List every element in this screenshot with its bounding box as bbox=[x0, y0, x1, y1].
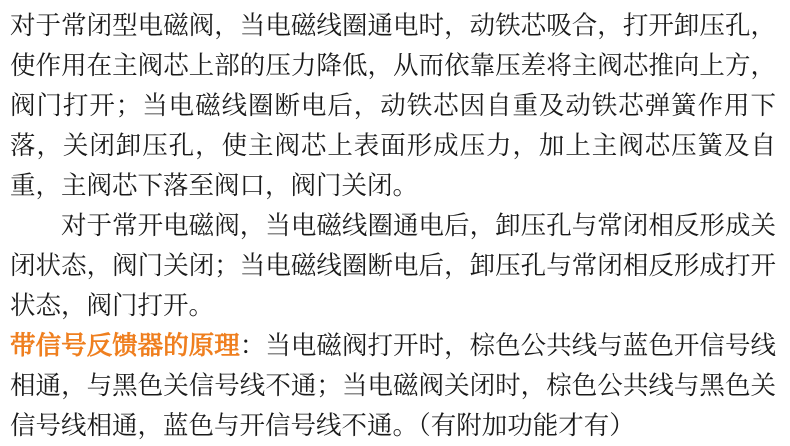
paragraph-normally-closed-valve: 对于常闭型电磁阀，当电磁线圈通电时，动铁芯吸合，打开卸压孔，使作用在主阀芯上部的压力降低，从而依靠压差将主阀芯推向上方，阀门打开；当电磁线圈断电后，动铁芯因自重及动铁芯弹簧作用下落，关闭卸压孔，使主阀芯上表面形成压力，加上主阀芯压簧及自重，主阀芯下落至阀口，阀门关闭。 bbox=[10, 12, 776, 200]
paragraph-signal-feedback bbox=[10, 326, 776, 446]
signal-feedback-label: 带信号反馈器的原理 bbox=[10, 332, 240, 360]
signal-feedback-text: ：当电磁阀打开时，棕色公共线与蓝色开信号线相通，与黑色关信号线不通；当电磁阀关闭时，棕色公共线与黑色关信号线相通，蓝色与开信号线不通。（有附加功能才有） bbox=[10, 332, 776, 440]
paragraph-normally-open-valve: 对于常开电磁阀，当电磁线圈通电后，卸压孔与常闭相反形成关闭状态，阀门关闭；当电磁线圈断电后，卸压孔与常闭相反形成打开状态，阀门打开。 bbox=[10, 212, 776, 320]
